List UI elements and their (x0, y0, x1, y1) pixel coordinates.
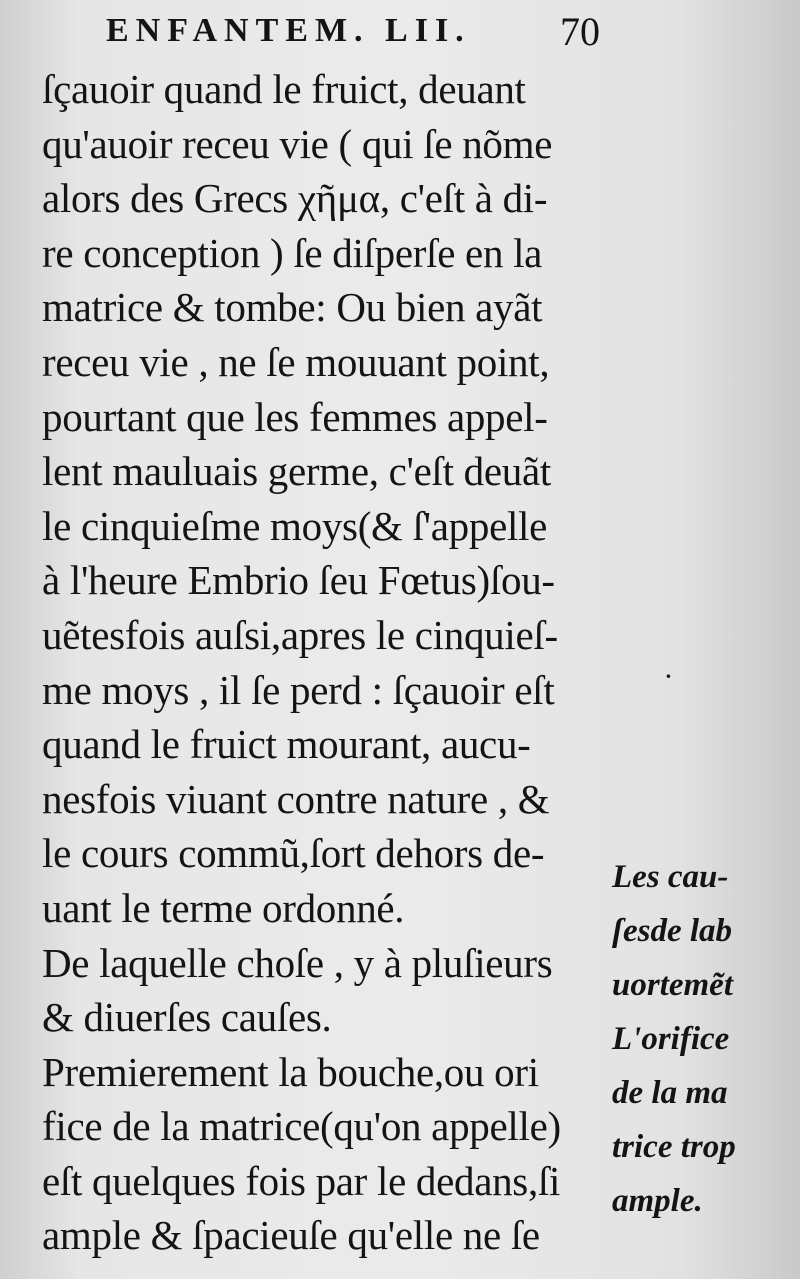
text-line: matrice & tombe: Ou bien ayãt (42, 284, 543, 331)
text-line: pourtant que les femmes appel- (42, 393, 548, 440)
text-line: eſt quelques fois par le dedans,ſi (42, 1157, 561, 1204)
text-line: receu vie , ne ſe mouuant point, (42, 338, 550, 385)
text-line: lent mauluais germe, c'eſt deuãt (42, 448, 551, 495)
text-line: uẽtesfois auſsi,apres le cinquieſ- (42, 611, 558, 658)
text-line: à l'heure Embrio ſeu Fœtus)ſou- (42, 557, 555, 604)
margin-note: Les cau- (612, 859, 729, 895)
margin-note: L'orifice (612, 1021, 730, 1057)
text-line: me moys , il ſe perd : ſçauoir eſt (42, 666, 555, 713)
margin-note: de la ma (612, 1075, 728, 1111)
text-line: Premierement la bouche,ou ori (42, 1048, 539, 1095)
margin-note: uortemẽt (612, 967, 733, 1003)
text-line: quand le fruict mourant, aucu- (42, 721, 531, 768)
margin-note: trice trop (612, 1129, 736, 1165)
margin-note: ample. (612, 1183, 703, 1219)
text-line: De laquelle choſe , y à pluſieurs (42, 939, 553, 986)
text-line: & diuerſes cauſes. (42, 994, 332, 1041)
running-title: ENFANTEM. LII. (106, 12, 471, 49)
text-line: re conception ) ſe diſperſe en la (42, 229, 543, 276)
text-line: le cours commũ,ſort dehors de- (42, 830, 545, 877)
text-line: qu'auoir receu vie ( qui ſe nõme (42, 120, 553, 167)
text-line: ample & ſpacieuſe qu'elle ne ſe (42, 1212, 540, 1259)
ink-dot: · (664, 660, 673, 693)
text-line: le cinquieſme moys(& ſ'appelle (42, 502, 548, 549)
margin-note: ſesde lab (612, 913, 733, 949)
page-number: 70 (560, 9, 600, 54)
main-text-block (42, 62, 627, 1263)
margin-notes (612, 850, 800, 1228)
text-line: alors des Grecs χῆμα, c'eſt à di- (42, 175, 548, 222)
text-line: fice de la matrice(qu'on appelle) (42, 1103, 561, 1150)
running-head (0, 9, 800, 62)
text-line: nesfois viuant contre nature , & (42, 775, 550, 822)
text-line: uant le terme ordonné. (42, 884, 405, 931)
text-line: ſçauoir quand le fruict, deuant (42, 66, 526, 112)
